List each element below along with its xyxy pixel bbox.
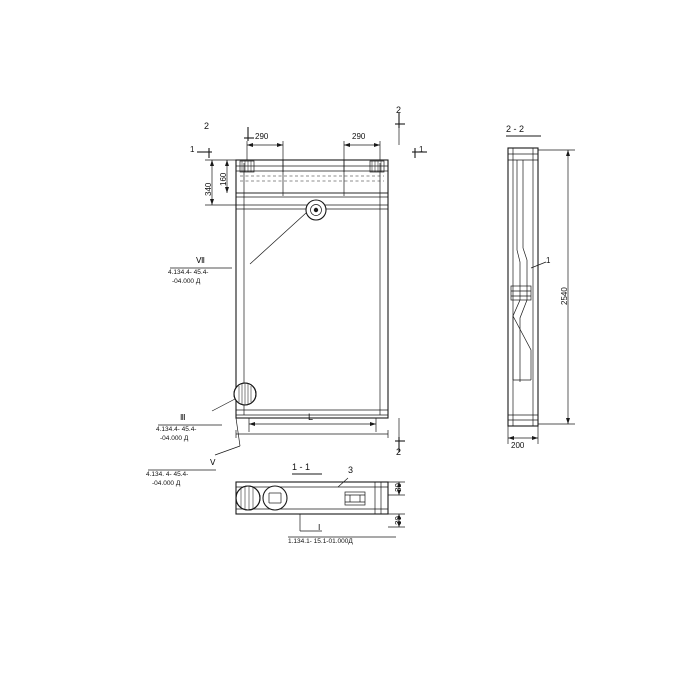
note-upper-line1: 4.134.4- 45.4- [168, 269, 209, 276]
dim-left-340: 340 [204, 182, 213, 196]
section-mark-2-top-left: 2 [204, 121, 210, 131]
section-mark-2-top-right: 2 [396, 105, 402, 115]
dim-section-1-1-upper-30: 30 [394, 483, 403, 492]
section-1-1-title: 1 - 1 [292, 462, 311, 472]
dim-section-2-2-width: 200 [511, 441, 525, 450]
dim-left-160: 160 [219, 172, 228, 186]
dim-top-right-290: 290 [352, 132, 366, 141]
section-1-1-view [236, 474, 405, 531]
main-panel-elevation [197, 113, 427, 455]
detail-mark-7: Ⅶ [196, 256, 205, 265]
section-mark-2-bottom-right: 2 [396, 447, 402, 457]
dim-section-1-1-lower-30: 30 [394, 516, 403, 525]
dim-top-left-290: 290 [255, 132, 269, 141]
section-mark-1-left: 1 [190, 145, 195, 154]
dim-section-2-2-height: 2540 [560, 287, 569, 305]
note-section-1-1-line1: 1.134.1- 15.1-01.000Д [288, 538, 353, 545]
section-mark-1-right: 1 [419, 145, 424, 154]
detail-mark-3: Ⅲ [180, 413, 186, 422]
note-upper-line2: -04.000 Д [172, 278, 201, 285]
note-lower-bottom-line1: 4.134. 4- 45.4- [146, 471, 189, 478]
detail-mark-5: Ⅴ [210, 458, 216, 467]
note-lower-left-line2: -04.000 Д [160, 435, 189, 442]
section-2-2-title: 2 - 2 [506, 124, 525, 134]
note-lower-left-line1: 4.134.4- 45.4- [156, 426, 197, 433]
callout-1-roman-section-1-1: Ⅰ [318, 523, 321, 532]
dim-bottom-length-L: L [308, 412, 314, 422]
callout-1-section-2-2: 1 [546, 256, 551, 265]
note-lower-bottom-line2: -04.000 Д [152, 480, 181, 487]
callout-3-section-1-1: 3 [348, 465, 354, 475]
